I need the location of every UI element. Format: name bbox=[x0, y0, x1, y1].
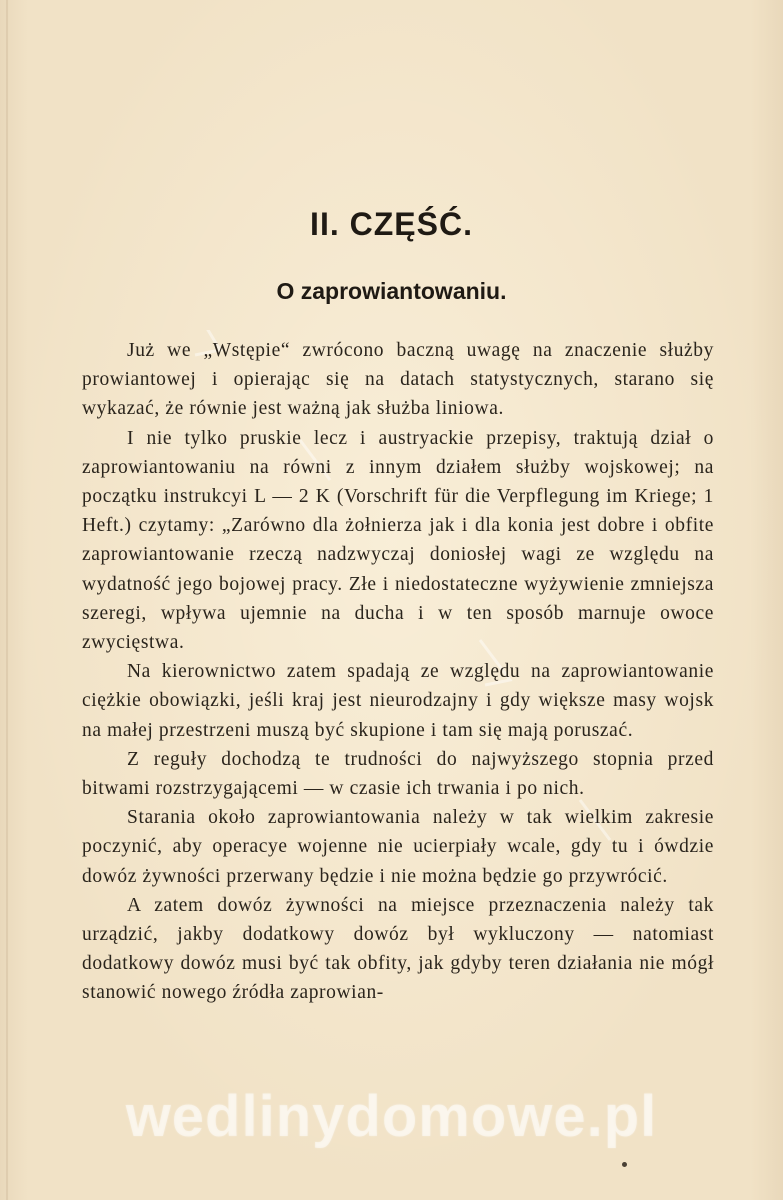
paragraph: Już we „Wstępie“ zwrócono baczną uwagę na znaczenie służby prowiantowej i opierając się na datach statystycznych, starano się wykazać, że równie jest ważną jak służba liniowa. bbox=[82, 340, 714, 420]
paragraph: I nie tylko pruskie lecz i austryackie przepisy, traktują dział o zaprowiantowaniu na równi z innym działem służby wojskowej; na początku instrukcyi L — 2 K (Vorschrift für die Verpflegung im Kriege; 1 Heft.) czytamy: „Zarówno dla żołnierza jak i dla konia jest dobre i obfite zaprowiantowanie rzeczą nadzwyczaj doniosłej wagi ze względu na wydatność jego bojowej pracy. Złe i niedostateczne wyżywienie zmniejsza szeregi, wpływa ujemnie na ducha i w ten sposób marnuje owoce zwycięstwa. bbox=[82, 427, 714, 654]
page-edge-shadow bbox=[6, 0, 8, 1200]
body-text bbox=[82, 336, 714, 1008]
site-watermark: wedlinydomowe.pl bbox=[125, 1084, 658, 1149]
ink-speck bbox=[622, 1162, 627, 1167]
paragraph: Na kierownictwo zatem spadają ze względu na zaprowiantowanie ciężkie obowiązki, jeśli kraj jest nieurodzajny i gdy większe masy wojsk na małej przestrzeni muszą być skupione i tam się mają poruszać. bbox=[82, 661, 714, 741]
chapter-title: O zaprowiantowaniu. bbox=[276, 278, 507, 304]
paragraph: Starania około zaprowiantowania należy w tak wielkim zakresie poczynić, aby operacye wojenne nie ucierpiały wcale, gdy tu i ówdzie dowóz żywności przerwany będzie i nie można będzie go przywrócić. bbox=[82, 807, 714, 887]
paragraph: Z reguły dochodzą te trudności do najwyższego stopnia przed bitwami rozstrzygającemi — w czasie ich trwania i po nich. bbox=[82, 748, 714, 800]
paragraph: A zatem dowóz żywności na miejsce przeznaczenia należy tak urządzić, jakby dodatkowy dowóz był wykluczony — natomiast dodatkowy dowóz musi być tak obfity, jak gdyby teren działania nie mógł stanowić nowego źródła zaprowian- bbox=[82, 894, 714, 1004]
part-heading: II. CZĘŚĆ. bbox=[310, 206, 473, 242]
